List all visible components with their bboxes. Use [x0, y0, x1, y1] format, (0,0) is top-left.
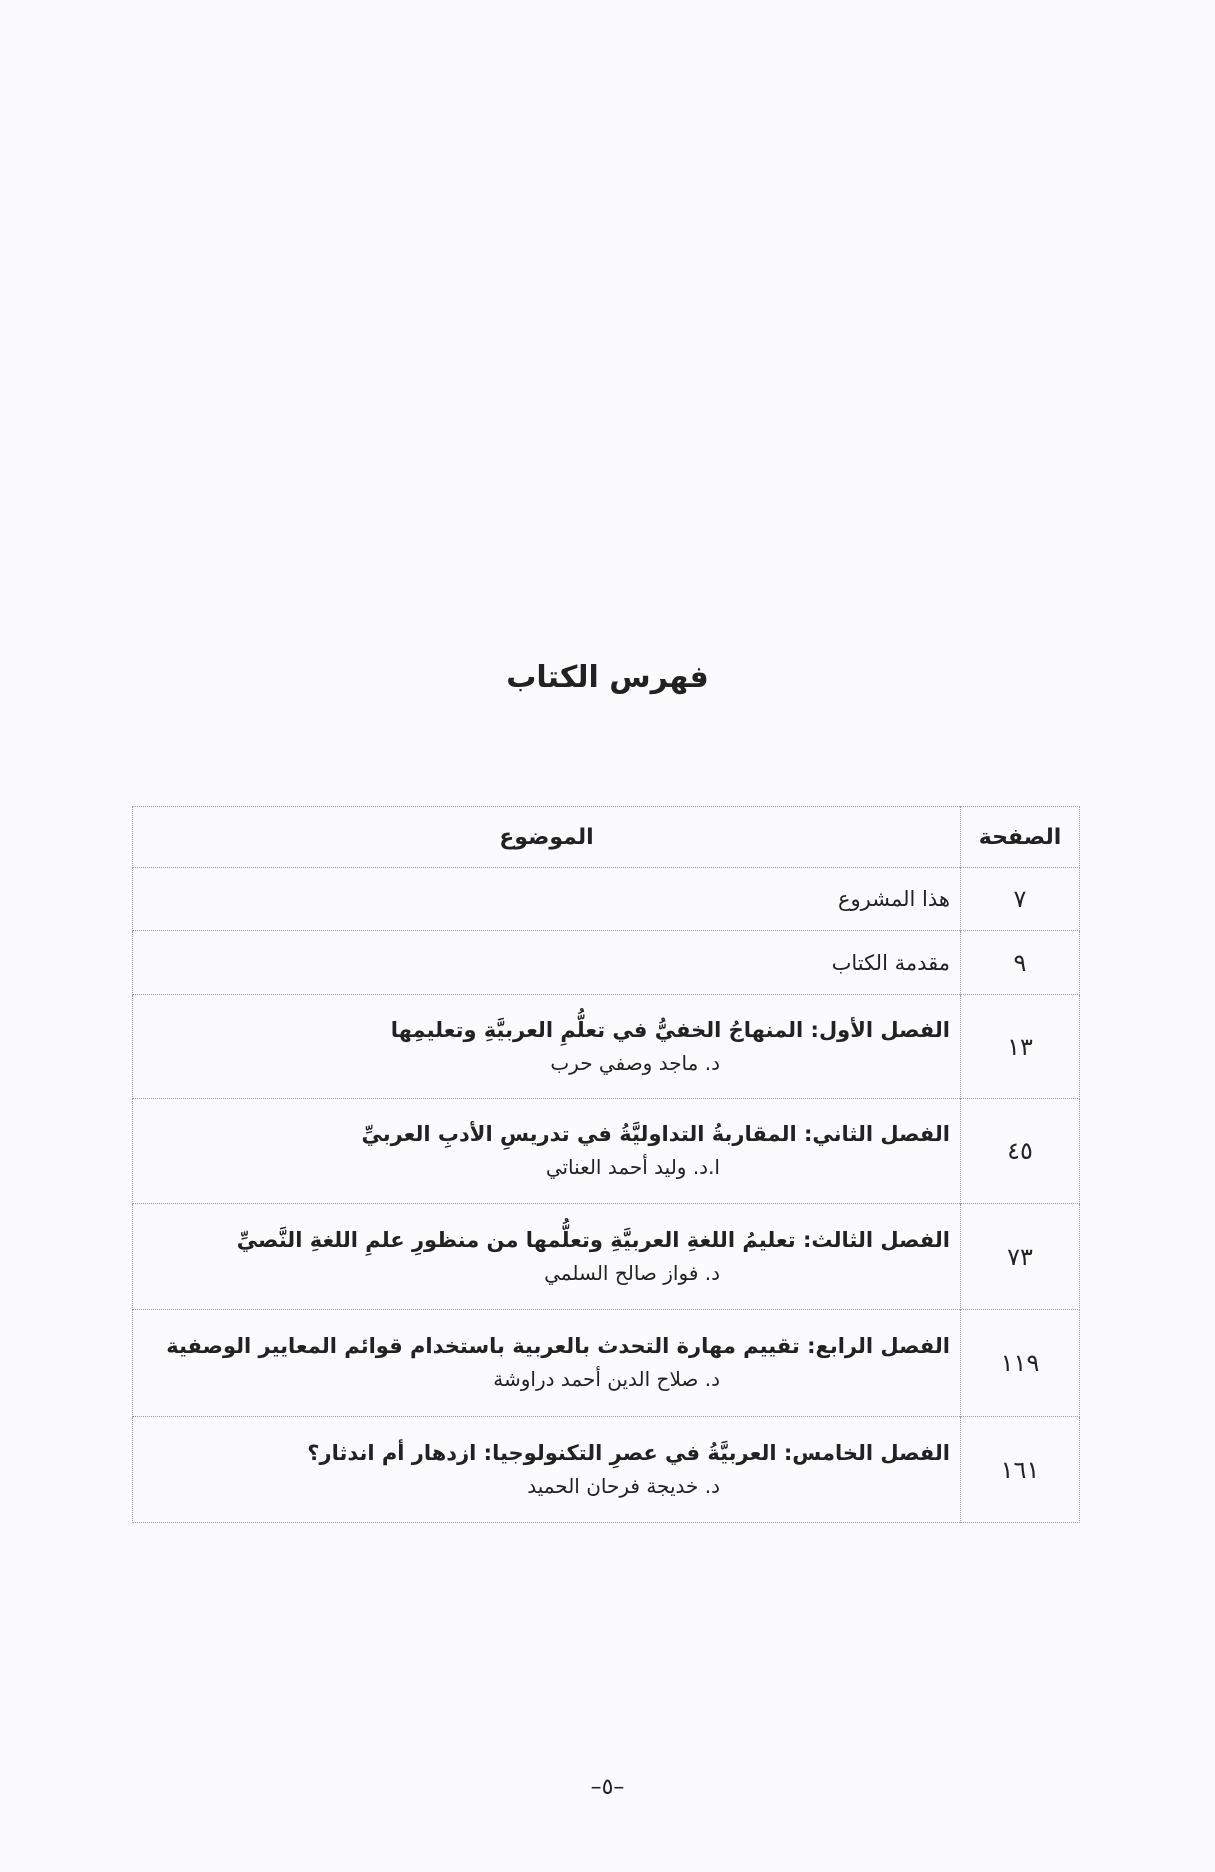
- chapter-title: الفصل الخامس: العربيَّةُ في عصرِ التكنولوجيا: ازدهار أم اندثار؟: [307, 1440, 950, 1465]
- topic-cell: مقدمة الكتاب: [133, 931, 961, 995]
- topic-cell: [133, 995, 961, 1099]
- table-row: [133, 995, 1080, 1099]
- header-topic: الموضوع: [133, 807, 961, 868]
- chapter-author: ا.د. وليد أحمد العناتي: [545, 1155, 720, 1179]
- topic-cell: هذا المشروع: [133, 868, 961, 931]
- table-row: [133, 1417, 1080, 1523]
- chapter-author: د. فواز صالح السلمي: [544, 1260, 720, 1285]
- table-row: [133, 1204, 1080, 1310]
- chapter-title: الفصل الثاني: المقاربةُ التداوليَّةُ في تدريسِ الأدبِ العربيِّ: [361, 1122, 950, 1146]
- topic-cell: [133, 1310, 961, 1417]
- topic-cell: [133, 1099, 961, 1204]
- chapter-title: الفصل الثالث: تعليمُ اللغةِ العربيَّةِ وتعلُّمها من منظورِ علمِ اللغةِ النَّصيِّ: [236, 1227, 950, 1252]
- page-cell: ١٣: [961, 995, 1080, 1099]
- header-page: الصفحة: [961, 807, 1080, 868]
- chapter-author: د. خديجة فرحان الحميد: [527, 1473, 720, 1498]
- contents-table: [132, 806, 1080, 1523]
- page-title: فهرس الكتاب: [506, 660, 709, 695]
- table-row: [133, 868, 1080, 931]
- table-header: [133, 807, 1080, 868]
- table-row: [133, 931, 1080, 995]
- page-cell: ١٦١: [961, 1417, 1080, 1523]
- chapter-title: الفصل الرابع: تقييم مهارة التحدث بالعربية باستخدام قوائم المعايير الوصفية: [166, 1334, 950, 1358]
- table-row: [133, 1310, 1080, 1417]
- topic-cell: [133, 1204, 961, 1310]
- page-number: –٥–: [590, 1775, 625, 1800]
- chapter-author: د. صلاح الدين أحمد دراوشة: [493, 1367, 720, 1391]
- page-cell: ٤٥: [961, 1099, 1080, 1204]
- page-cell: ١١٩: [961, 1310, 1080, 1417]
- page-cell: ٩: [961, 931, 1080, 995]
- topic-cell: [133, 1417, 961, 1523]
- page-cell: ٧: [961, 868, 1080, 931]
- chapter-title: الفصل الأول: المنهاجُ الخفيُّ في تعلُّمِ العربيَّةِ وتعليمِها: [390, 1017, 950, 1042]
- chapter-author: د. ماجد وصفي حرب: [550, 1050, 720, 1075]
- page-cell: ٧٣: [961, 1204, 1080, 1310]
- table-row: [133, 1099, 1080, 1204]
